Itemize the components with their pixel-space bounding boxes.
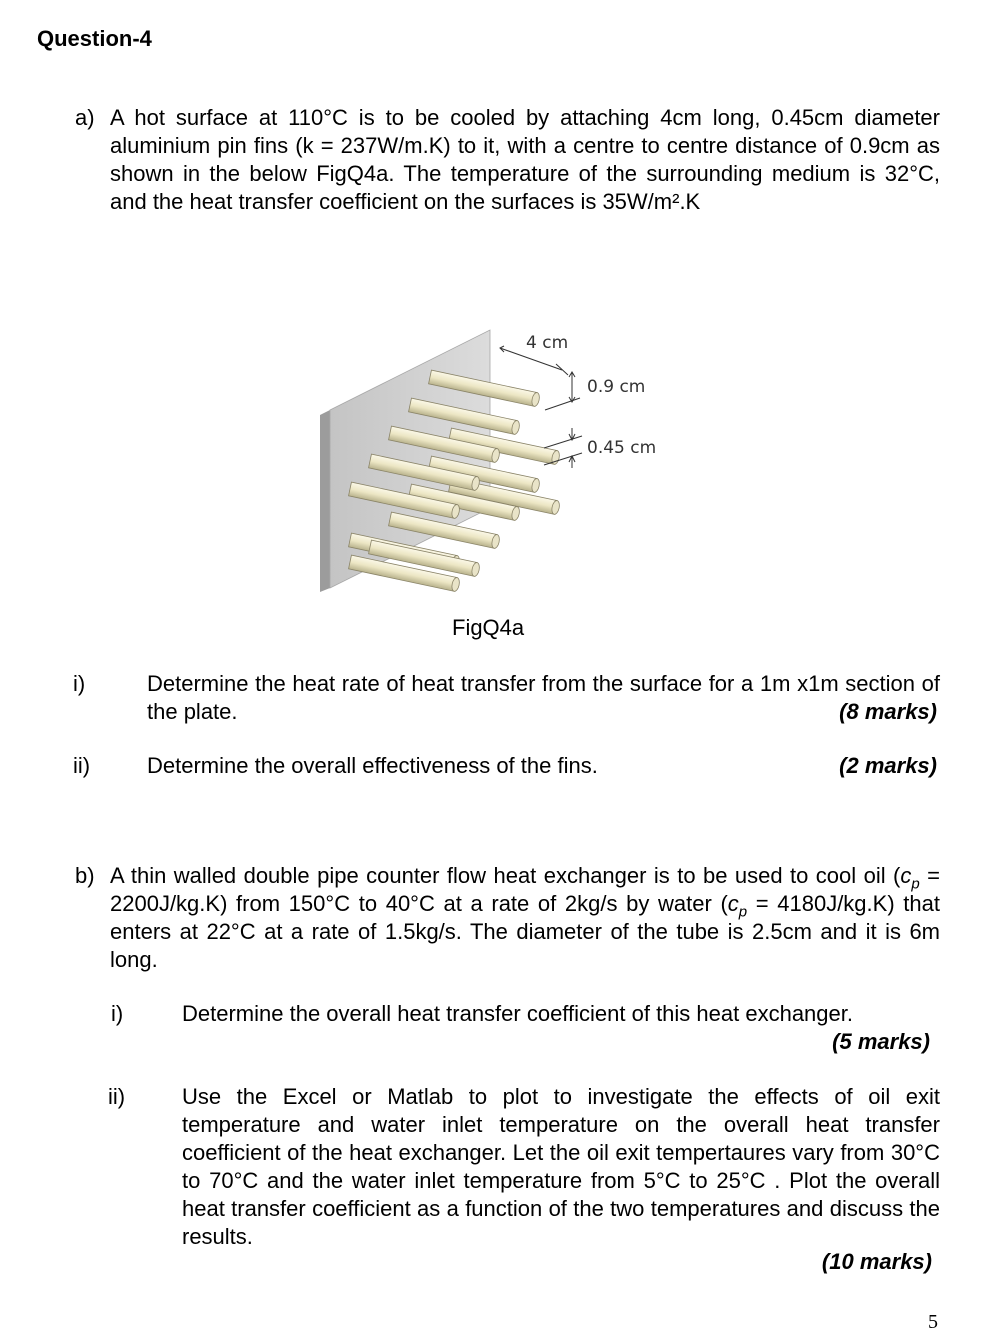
part-b-text: A thin walled double pipe counter flow heat exchanger is to be used to cool oil $(c_p = 2200J/kg.K)$ from 150°C to 40°C at a rate of 2kg/s by water $(c_p = 4180J/kg.K)$ that enters at 22°C at a rate of 1.5kg/s. The diameter of the tube is 2.5cm and it is 6m long. — [110, 863, 940, 972]
part-b-ii-marks: (10 marks) — [821, 1249, 932, 1274]
part-a-ii-label: ii) — [73, 753, 91, 778]
length-label: 4 cm — [526, 333, 569, 353]
part-a-i-marks: (8 marks) — [839, 699, 937, 724]
part-a-label: a) — [75, 105, 95, 130]
part-b-i-text: Determine the overall heat transfer coefficient of this heat exchanger. — [182, 1001, 853, 1026]
part-b-label: b) — [75, 863, 95, 888]
part-a-ii-marks: (2 marks) — [839, 753, 937, 778]
part-b-i-label: i) — [111, 1001, 124, 1026]
question-title: Question-4 — [37, 26, 152, 51]
figure-q4a — [300, 320, 700, 610]
part-a-i-text: Determine the heat rate of heat transfer from the surface for a 1m x1m section of the plate. — [147, 671, 940, 724]
part-a-text: A hot surface at 110°C is to be cooled by attaching 4cm long, 0.45cm diameter aluminium pin fins (k = 237W/m.K) to it, with a centre to centre distance of 0.9cm as shown in the below FigQ4a. The temperature of the surrounding medium is 32°C, and the heat transfer coefficient on the surfaces is 35W/m².K — [110, 105, 940, 214]
page-number: 5 — [928, 1311, 938, 1333]
part-b-i-marks: (5 marks) — [832, 1029, 930, 1054]
part-a-ii-text: Determine the overall effectiveness of the fins. — [147, 753, 598, 778]
part-b-ii-text: Use the Excel or Matlab to plot to investigate the effects of oil exit temperature and water inlet temperature on the overall heat transfer coefficient of the heat exchanger. Let the oil exit tempertaures vary from 30°C to 70°C and the water inlet temperature from 5°C to 25°C . Plot the overall heat transfer coefficient as a function of the two temperatures and discuss the results. — [182, 1084, 940, 1249]
spacing-dimension — [545, 372, 580, 410]
pin-fin-diagram — [300, 320, 700, 610]
part-a-i-label: i) — [73, 671, 86, 696]
plate-edge — [320, 410, 330, 592]
spacing-label: 0.9 cm — [587, 377, 646, 397]
diameter-label: 0.45 cm — [587, 438, 657, 458]
part-b-ii-label: ii) — [108, 1084, 126, 1109]
figure-caption: FigQ4a — [452, 615, 525, 640]
